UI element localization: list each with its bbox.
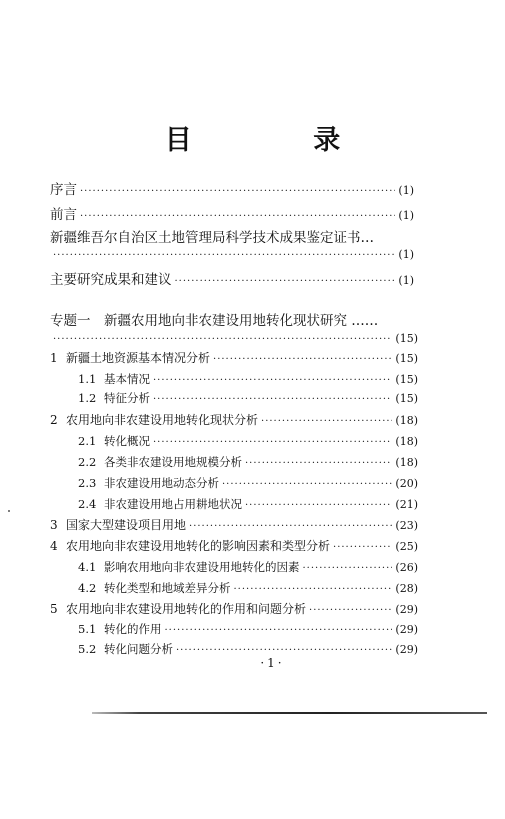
section-number: 2.2 (78, 455, 97, 469)
toc-entry-page: (20) (395, 477, 418, 490)
dot-leader (245, 497, 392, 515)
dot-leader (303, 560, 393, 578)
toc-entry-page: (1) (398, 184, 414, 197)
section-number: 1 (50, 351, 58, 365)
toc-entry-label: 农用地向非农建设用地转化的影响因素和类型分析 (66, 539, 331, 553)
toc-entry-page: (18) (395, 456, 418, 469)
toc-entry-page: (15) (395, 373, 418, 386)
toc-entry (78, 389, 418, 407)
toc-entry-page: (29) (395, 623, 418, 636)
dot-leader (153, 391, 392, 409)
toc-entry (78, 495, 418, 513)
toc-entry-label: 新疆维吾尔自治区土地管理局科学技术成果鉴定证书… (50, 230, 374, 246)
toc-entry (78, 620, 418, 638)
toc-entry-page: (1) (398, 274, 414, 287)
toc-entry-page: (21) (395, 498, 418, 511)
toc-entry-page: (1) (398, 209, 414, 222)
toc-entry-label: 主要研究成果和建议 (50, 272, 172, 288)
section-number: 2.1 (78, 434, 97, 448)
section-number: 4.1 (78, 560, 97, 574)
toc-entry-label: 序言 (50, 182, 77, 198)
dot-leader (153, 372, 392, 390)
toc-entry-label: 基本情况 (104, 372, 150, 386)
toc-entry-preface (50, 181, 414, 199)
page-number: ·1· (260, 656, 285, 670)
dot-leader (175, 273, 396, 291)
toc-entry (50, 537, 418, 555)
toc-entry (78, 474, 418, 492)
dot-leader (165, 622, 393, 640)
toc-entry-page: (18) (395, 435, 418, 448)
dot-leader (53, 247, 395, 265)
toc-entry-label: 新疆土地资源基本情况分析 (66, 351, 211, 365)
toc-entry-foreword (50, 206, 414, 224)
toc-entry-label: 转化问题分析 (104, 642, 173, 656)
toc-entry-label: 各类非农建设用地规模分析 (104, 455, 242, 469)
dot-leader (213, 351, 392, 369)
dot-leader (80, 183, 395, 201)
toc-entry-label: 农用地向非农建设用地转化的作用和问题分析 (66, 602, 307, 616)
toc-entry-label: 专题一 新疆农用地向非农建设用地转化现状研究 …… (50, 313, 379, 329)
toc-entry-page: (26) (395, 561, 418, 574)
dot-leader (222, 476, 392, 494)
toc-entry-page: (23) (395, 519, 418, 532)
toc-entry-label: 影响农用地向非农建设用地转化的因素 (104, 560, 300, 574)
toc-entry (50, 411, 418, 429)
toc-entry (50, 600, 418, 618)
dot-leader (245, 455, 392, 473)
toc-entry-findings (50, 271, 414, 289)
section-number: 2.3 (78, 476, 97, 490)
toc-entry (78, 558, 418, 576)
toc-entry-label: 前言 (50, 207, 77, 223)
section-number: 1.2 (78, 391, 97, 405)
toc-entry-certificate-cont (50, 246, 414, 264)
page-title: 目 录 (164, 125, 397, 156)
toc-entry-topic-one (50, 312, 414, 330)
toc-entry-page: (18) (395, 414, 418, 427)
toc-entry-label: 转化类型和地域差异分析 (104, 581, 231, 595)
toc-entry-page: (29) (395, 643, 418, 656)
toc-entry-label: 非农建设用地动态分析 (104, 476, 219, 490)
dot-leader (234, 581, 393, 599)
toc-entry (50, 516, 418, 534)
toc-entry (78, 370, 418, 388)
dot-leader (261, 413, 392, 431)
toc-entry-label: 非农建设用地占用耕地状况 (104, 497, 242, 511)
dot-leader (80, 208, 395, 226)
section-number: 4 (50, 539, 58, 553)
dot-leader (53, 331, 392, 349)
scan-speck (8, 510, 10, 512)
toc-entry (78, 579, 418, 597)
toc-entry-page: (25) (395, 540, 418, 553)
toc-entry-label: 特征分析 (104, 391, 150, 405)
section-number: 2 (50, 413, 58, 427)
toc-entry (50, 349, 418, 367)
section-number: 2.4 (78, 497, 97, 511)
section-number: 5.2 (78, 642, 97, 656)
toc-entry-page: (29) (395, 603, 418, 616)
toc-entry-page: (15) (395, 352, 418, 365)
toc-entry (78, 432, 418, 450)
dot-leader (189, 518, 392, 536)
section-number: 5.1 (78, 622, 97, 636)
section-number: 4.2 (78, 581, 97, 595)
toc-entry-certificate (50, 229, 414, 247)
toc-entry-topic-one-cont (50, 330, 418, 348)
toc-entry-page: (15) (395, 392, 418, 405)
dot-leader (309, 602, 392, 620)
toc-entry-page: (15) (395, 332, 418, 345)
section-number: 5 (50, 602, 58, 616)
toc-entry-page: (1) (398, 248, 414, 261)
toc-entry-label: 转化的作用 (104, 622, 162, 636)
section-number: 3 (50, 518, 58, 532)
toc-entry-label: 国家大型建设项目用地 (66, 518, 187, 532)
toc-entry-label: 转化概况 (104, 434, 150, 448)
dot-leader (153, 434, 392, 452)
toc-entry-page: (28) (395, 582, 418, 595)
toc-entry-label: 农用地向非农建设用地转化现状分析 (66, 413, 259, 427)
section-number: 1.1 (78, 372, 97, 386)
toc-entry (78, 453, 418, 471)
bottom-rule (92, 712, 487, 714)
dot-leader (333, 539, 392, 557)
